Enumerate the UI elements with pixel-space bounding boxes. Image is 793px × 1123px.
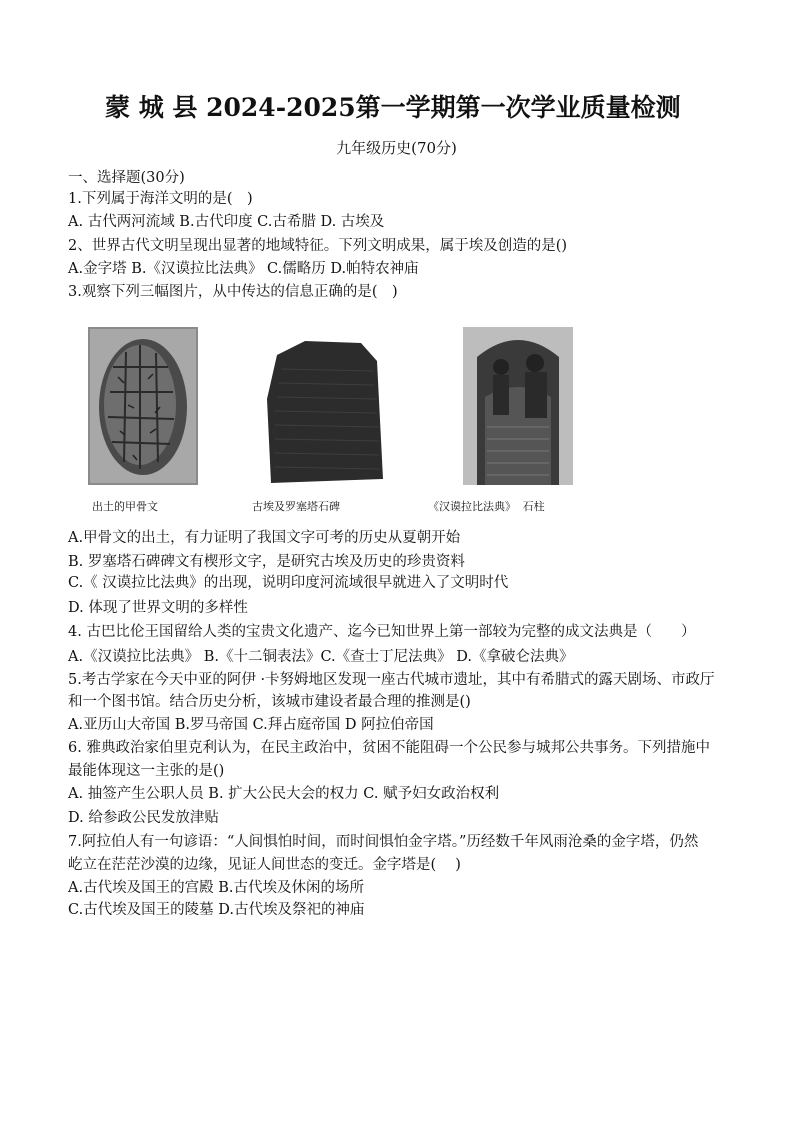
- oracle-bone-photo: [88, 327, 198, 485]
- q7-stem-line2: 屹立在茫茫沙漠的边缘，见证人间世态的变迁。金字塔是( ): [68, 857, 461, 873]
- q5-options: A.亚历山大帝国 B.罗马帝国 C.拜占庭帝国 D 阿拉伯帝国: [68, 717, 434, 733]
- rosetta-stone-photo: [265, 339, 385, 485]
- q3-option-d: D. 体现了世界文明的多样性: [68, 600, 248, 616]
- q3-option-c: C.《 汉谟拉比法典》的出现，说明印度河流域很早就进入了文明时代: [68, 575, 509, 591]
- q3-images: [0, 325, 793, 515]
- q4-stem: 4. 古巴比伦王国留给人类的宝贵文化遗产、迄今已知世界上第一部较为完整的成文法典是（ ）: [68, 624, 696, 640]
- q4-options: A.《汉谟拉比法典》 B.《十二铜表法》C.《查士丁尼法典》 D.《拿破仑法典》: [68, 649, 574, 665]
- caption-oracle-bone: 出土的甲骨文: [92, 500, 158, 513]
- q7-options-line1: A.古代埃及国王的宫殿 B.古代埃及休闲的场所: [68, 880, 364, 896]
- hammurabi-stele-photo: [463, 327, 573, 485]
- q1-stem: 1.下列属于海洋文明的是( ): [68, 191, 253, 207]
- caption-hammurabi-stele: 《汉谟拉比法典》 石柱: [428, 500, 545, 513]
- q6-stem-line2: 最能体现这一主张的是(): [68, 763, 225, 779]
- q6-stem-line1: 6. 雅典政治家伯里克利认为，在民主政治中，贫困不能阻碍一个公民参与城邦公共事务。下列措施中: [68, 740, 710, 756]
- exam-title: 蒙 城 县 2024-2025第一学期第一次学业质量检测: [105, 93, 681, 122]
- q3-option-a: A.甲骨文的出土，有力证明了我国文字可考的历史从夏朝开始: [68, 530, 461, 546]
- q3-option-b: B. 罗塞塔石碑碑文有楔形文字，是研究古埃及历史的珍贵资料: [68, 554, 465, 570]
- q3-stem: 3.观察下列三幅图片，从中传达的信息正确的是( ): [68, 284, 398, 300]
- exam-subtitle: 九年级历史(70分): [336, 139, 457, 157]
- q2-options: A.金字塔 B.《汉谟拉比法典》 C.儒略历 D.帕特农神庙: [68, 261, 419, 277]
- q1-options: A. 古代两河流域 B.古代印度 C.古希腊 D. 古埃及: [68, 214, 385, 230]
- q2-stem: 2、世界古代文明呈现出显著的地域特征。下列文明成果，属于埃及创造的是(): [68, 238, 568, 254]
- q5-stem-line1: 5.考古学家在今天中亚的阿伊 ·卡努姆地区发现一座古代城市遗址，其中有希腊式的露天剧场、市政厅: [68, 672, 715, 688]
- q7-options-line2: C.古代埃及国王的陵墓 D.古代埃及祭祀的神庙: [68, 902, 365, 918]
- q5-stem-line2: 和一个图书馆。结合历史分析，该城市建设者最合理的推测是(): [68, 694, 471, 710]
- q6-options-line2: D. 给参政公民发放津贴: [68, 810, 219, 826]
- q6-options-line1: A. 抽签产生公职人员 B. 扩大公民大会的权力 C. 赋予妇女政治权利: [68, 786, 500, 802]
- q7-stem-line1: 7.阿拉伯人有一句谚语：“人间惧怕时间，而时间惧怕金字塔。”历经数千年风雨沧桑的金字塔，仍然: [68, 834, 699, 850]
- caption-rosetta-stone: 古埃及罗塞塔石碑: [252, 500, 340, 513]
- section-title: 一、选择题(30分): [68, 170, 185, 186]
